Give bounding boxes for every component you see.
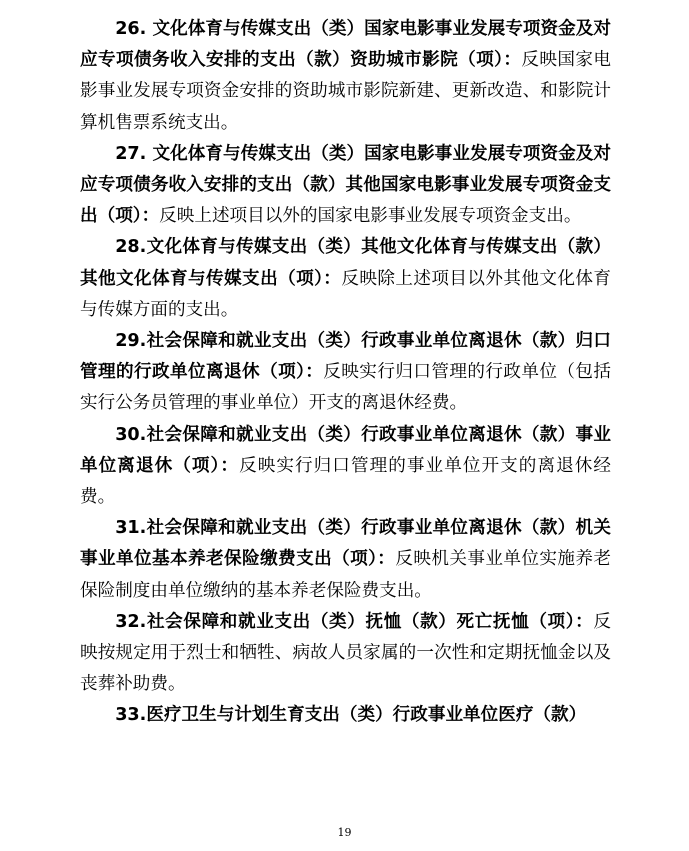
paragraph-item-26 <box>80 14 611 139</box>
document-body <box>80 14 611 732</box>
item-heading: 28.文化体育与传媒支出（类）其他文化体育与传媒支出（款）其他文化体育与传媒支出（项）： <box>80 237 611 289</box>
paragraph-item-27 <box>80 139 611 233</box>
item-heading: 33.医疗卫生与计划生育支出（类）行政事业单位医疗（款） <box>115 705 587 726</box>
item-heading: 26. 文化体育与传媒支出（类）国家电影事业发展专项资金及对应专项债务收入安排的支出（款）资助城市影院（项）： <box>80 19 611 71</box>
item-description: 反映实行归口管理的事业单位开支的离退休经费。 <box>80 455 611 508</box>
item-description: 反映国家电影事业发展专项资金安排的资助城市影院新建、更新改造、和影院计算机售票系统支出。 <box>80 50 611 133</box>
paragraph-item-28 <box>80 232 611 326</box>
item-heading: 27. 文化体育与传媒支出（类）国家电影事业发展专项资金及对应专项债务收入安排的支出（款）其他国家电影事业发展专项资金支出（项）： <box>80 143 611 227</box>
item-heading: 29.社会保障和就业支出（类）行政事业单位离退休（款）归口管理的行政单位离退休（项）： <box>80 331 611 383</box>
page-number: 19 <box>337 826 352 839</box>
paragraph-item-29 <box>80 326 611 420</box>
item-heading: 30.社会保障和就业支出（类）行政事业单位离退休（款）事业单位离退休（项）： <box>80 424 611 476</box>
paragraph-item-30 <box>80 420 611 514</box>
item-description: 反映除上述项目以外其他文化体育与传媒方面的支出。 <box>80 268 611 320</box>
item-heading: 31.社会保障和就业支出（类）行政事业单位离退休（款）机关事业单位基本养老保险缴费支出（项）： <box>80 518 611 570</box>
item-description: 反映实行归口管理的行政单位（包括实行公务员管理的事业单位）开支的离退休经费。 <box>80 362 611 414</box>
paragraph-item-33 <box>80 700 611 731</box>
item-heading: 32.社会保障和就业支出（类）抚恤（款）死亡抚恤（项）： <box>115 611 594 632</box>
item-description: 反映上述项目以外的国家电影事业发展专项资金支出。 <box>159 206 582 227</box>
paragraph-item-32 <box>80 607 611 701</box>
paragraph-item-31 <box>80 513 611 607</box>
item-description: 反映按规定用于烈士和牺牲、病故人员家属的一次性和定期抚恤金以及丧葬补助费。 <box>80 611 611 695</box>
item-description: 反映机关事业单位实施养老保险制度由单位缴纳的基本养老保险费支出。 <box>80 549 611 601</box>
